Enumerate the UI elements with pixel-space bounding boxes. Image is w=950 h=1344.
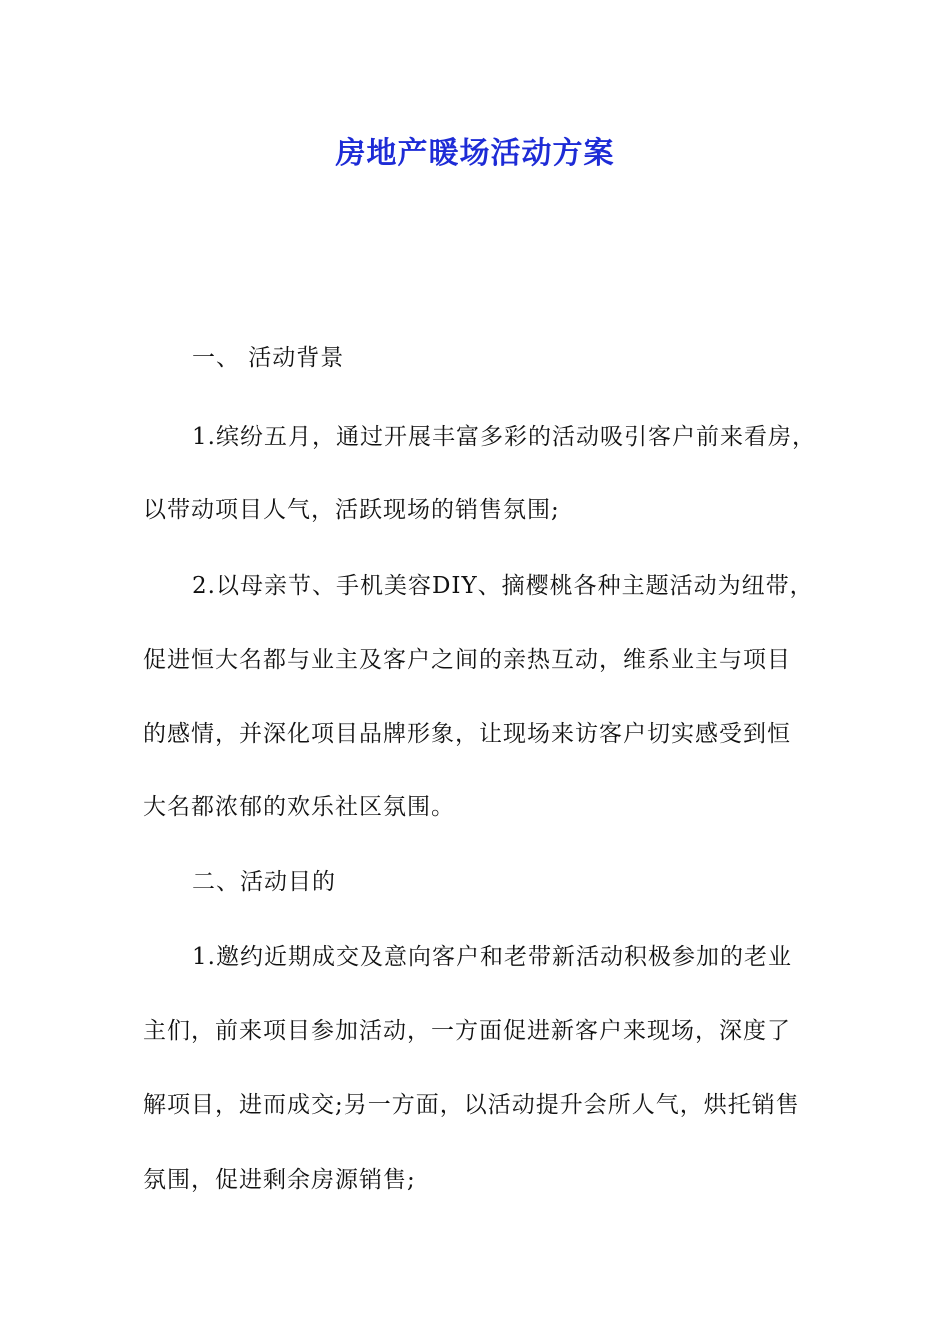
paragraph-line: 以带动项目人气，活跃现场的销售氛围; xyxy=(143,497,560,523)
document-title: 房地产暖场活动方案 xyxy=(335,136,615,171)
paragraph-line: 1.邀约近期成交及意向客户和老带新活动积极参加的老业 xyxy=(192,944,792,970)
paragraph-line: 大名都浓郁的欢乐社区氛围。 xyxy=(143,794,455,820)
paragraph-line: 的感情，并深化项目品牌形象，让现场来访客户切实感受到恒 xyxy=(143,721,791,747)
section-heading-purpose: 二、活动目的 xyxy=(192,869,336,895)
paragraph-line: 2.以母亲节、手机美容DIY、摘樱桃各种主题活动为纽带， xyxy=(192,573,814,599)
paragraph-line: 主们，前来项目参加活动，一方面促进新客户来现场，深度了 xyxy=(143,1018,791,1044)
section-heading-background: 一、 活动背景 xyxy=(192,345,345,371)
paragraph-line: 氛围，促进剩余房源销售; xyxy=(143,1167,416,1193)
paragraph-line: 促进恒大名都与业主及客户之间的亲热互动，维系业主与项目 xyxy=(143,647,791,673)
paragraph-line: 1.缤纷五月，通过开展丰富多彩的活动吸引客户前来看房， xyxy=(192,424,816,450)
paragraph-line: 解项目，进而成交;另一方面，以活动提升会所人气，烘托销售 xyxy=(143,1092,800,1118)
